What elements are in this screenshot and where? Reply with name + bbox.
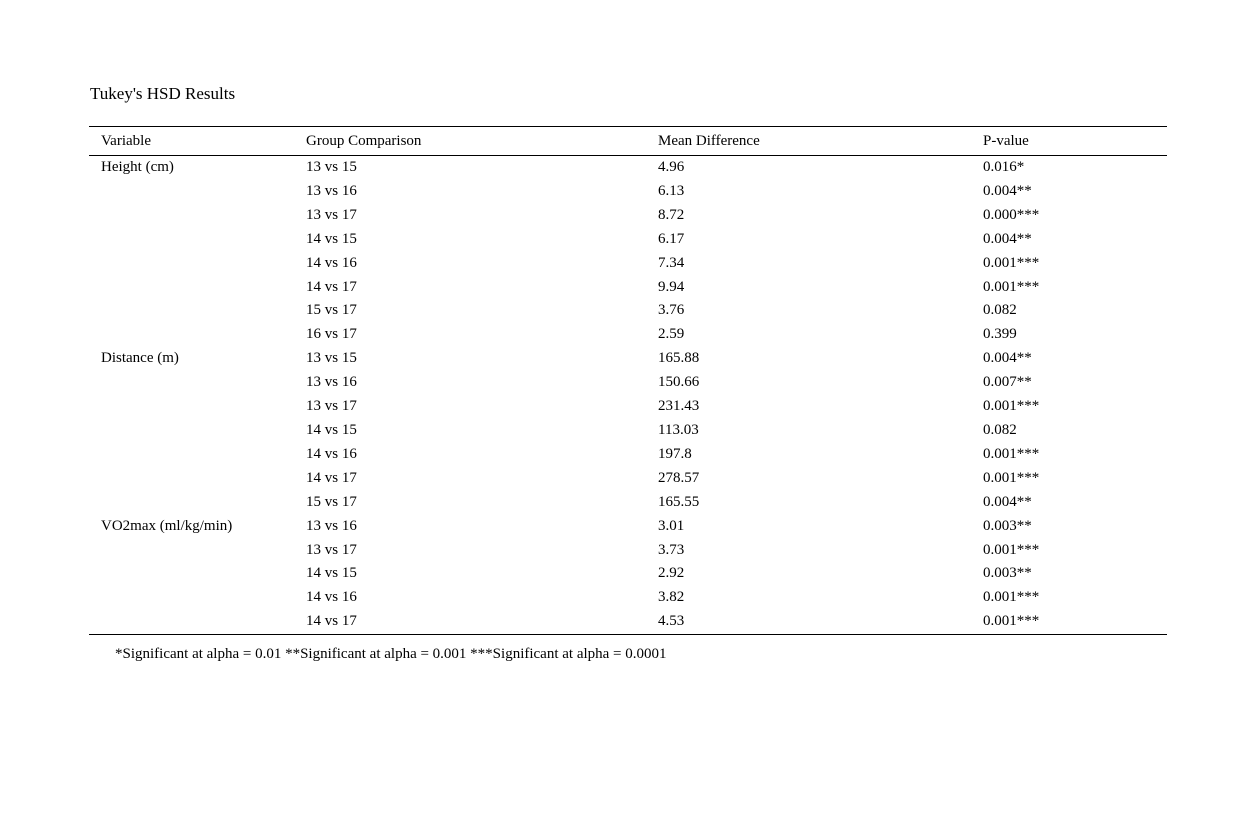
cell-mean-difference: 3.76 [658,302,685,319]
tukey-hsd-table [89,126,1167,635]
cell-variable [89,419,306,443]
table-row [89,323,1167,347]
cell-p-value: 0.000*** [983,206,1040,223]
cell-variable [89,299,306,323]
cell-group-comparison: 13 vs 17 [306,398,357,415]
cell-variable [89,252,306,276]
cell-group-comparison: 13 vs 15 [306,350,357,367]
cell-mean-difference: 113.03 [658,421,699,438]
cell-p-value: 0.001*** [983,613,1040,630]
cell-group-comparison: 13 vs 16 [306,182,357,199]
cell-mean-difference: 8.72 [658,206,685,223]
cell-mean-difference: 4.96 [658,159,685,175]
table-row [89,562,1167,586]
column-header-p-value: P-value [983,133,1029,149]
cell-group-comparison: 13 vs 15 [306,159,357,175]
cell-variable [89,491,306,515]
cell-variable [89,562,306,586]
cell-group-comparison: 13 vs 17 [306,541,357,558]
cell-variable [89,395,306,419]
cell-p-value: 0.007** [983,374,1032,391]
cell-mean-difference: 150.66 [658,374,700,391]
table-row [89,491,1167,515]
cell-variable [89,467,306,491]
cell-p-value: 0.003** [983,565,1032,582]
cell-p-value: 0.004** [983,230,1032,247]
cell-mean-difference: 165.55 [658,493,700,510]
table-row [89,180,1167,204]
cell-mean-difference: 9.94 [658,278,685,295]
table-title: Tukey's HSD Results [90,84,236,103]
cell-group-comparison: 14 vs 16 [306,445,357,462]
cell-p-value: 0.003** [983,517,1032,534]
cell-mean-difference: 6.17 [658,230,685,247]
table-row [89,395,1167,419]
cell-group-comparison: 14 vs 16 [306,254,357,271]
table-row [89,347,1167,371]
cell-p-value: 0.001*** [983,398,1040,415]
cell-variable [89,204,306,228]
cell-variable [89,276,306,300]
cell-p-value: 0.001*** [983,541,1040,558]
cell-mean-difference: 2.92 [658,565,685,582]
cell-p-value: 0.001*** [983,278,1040,295]
cell-p-value: 0.082 [983,421,1017,438]
cell-variable: VO2max (ml/kg/min) [101,517,233,534]
cell-mean-difference: 4.53 [658,613,685,630]
table-row [89,252,1167,276]
table-row [89,539,1167,563]
table-row [89,204,1167,228]
cell-p-value: 0.001*** [983,469,1040,486]
significance-footnote: *Significant at alpha = 0.01 **Significant at alpha = 0.001 ***Significant at alpha = 0.0001 [115,646,667,662]
cell-mean-difference: 6.13 [658,182,685,199]
table-row [89,371,1167,395]
table-row [89,467,1167,491]
cell-group-comparison: 16 vs 17 [306,326,357,343]
cell-mean-difference: 7.34 [658,254,685,271]
cell-group-comparison: 14 vs 17 [306,278,357,295]
cell-p-value: 0.399 [983,326,1017,343]
cell-variable: Height (cm) [101,159,174,175]
table-row [89,515,1167,539]
cell-mean-difference: 3.01 [658,517,685,534]
cell-p-value: 0.001*** [983,589,1040,606]
cell-mean-difference: 278.57 [658,469,700,486]
cell-mean-difference: 3.73 [658,541,685,558]
table-row [89,586,1167,610]
column-header-mean-difference: Mean Difference [658,133,760,149]
cell-group-comparison: 14 vs 15 [306,565,357,582]
cell-group-comparison: 13 vs 17 [306,206,357,223]
cell-group-comparison: 13 vs 16 [306,374,357,391]
cell-variable [89,180,306,204]
cell-mean-difference: 197.8 [658,445,692,462]
cell-mean-difference: 231.43 [658,398,700,415]
table-row [89,156,1167,180]
cell-group-comparison: 14 vs 16 [306,589,357,606]
cell-p-value: 0.004** [983,182,1032,199]
cell-group-comparison: 14 vs 15 [306,230,357,247]
table-row [89,443,1167,467]
cell-variable [89,586,306,610]
cell-variable: Distance (m) [101,350,179,367]
table-row [89,610,1167,634]
cell-group-comparison: 14 vs 15 [306,421,357,438]
cell-mean-difference: 2.59 [658,326,685,343]
cell-variable [89,323,306,347]
cell-p-value: 0.004** [983,493,1032,510]
table-row [89,299,1167,323]
cell-variable [89,443,306,467]
cell-group-comparison: 13 vs 16 [306,517,357,534]
table-header [89,127,1167,156]
cell-variable [89,371,306,395]
cell-mean-difference: 3.82 [658,589,685,606]
cell-p-value: 0.004** [983,350,1032,367]
table-row [89,419,1167,443]
cell-variable [89,610,306,634]
results-table-container [89,126,1167,635]
table-row [89,276,1167,300]
cell-p-value: 0.001*** [983,445,1040,462]
cell-p-value: 0.082 [983,302,1017,319]
cell-group-comparison: 14 vs 17 [306,613,357,630]
cell-group-comparison: 14 vs 17 [306,469,357,486]
table-body [89,156,1167,635]
cell-group-comparison: 15 vs 17 [306,302,357,319]
column-header-variable: Variable [101,133,151,149]
header-row [89,127,1167,156]
table-row [89,228,1167,252]
column-header-group-comparison: Group Comparison [306,133,422,149]
cell-group-comparison: 15 vs 17 [306,493,357,510]
cell-p-value: 0.001*** [983,254,1040,271]
cell-variable [89,539,306,563]
cell-variable [89,228,306,252]
cell-p-value: 0.016* [983,159,1025,175]
cell-mean-difference: 165.88 [658,350,700,367]
